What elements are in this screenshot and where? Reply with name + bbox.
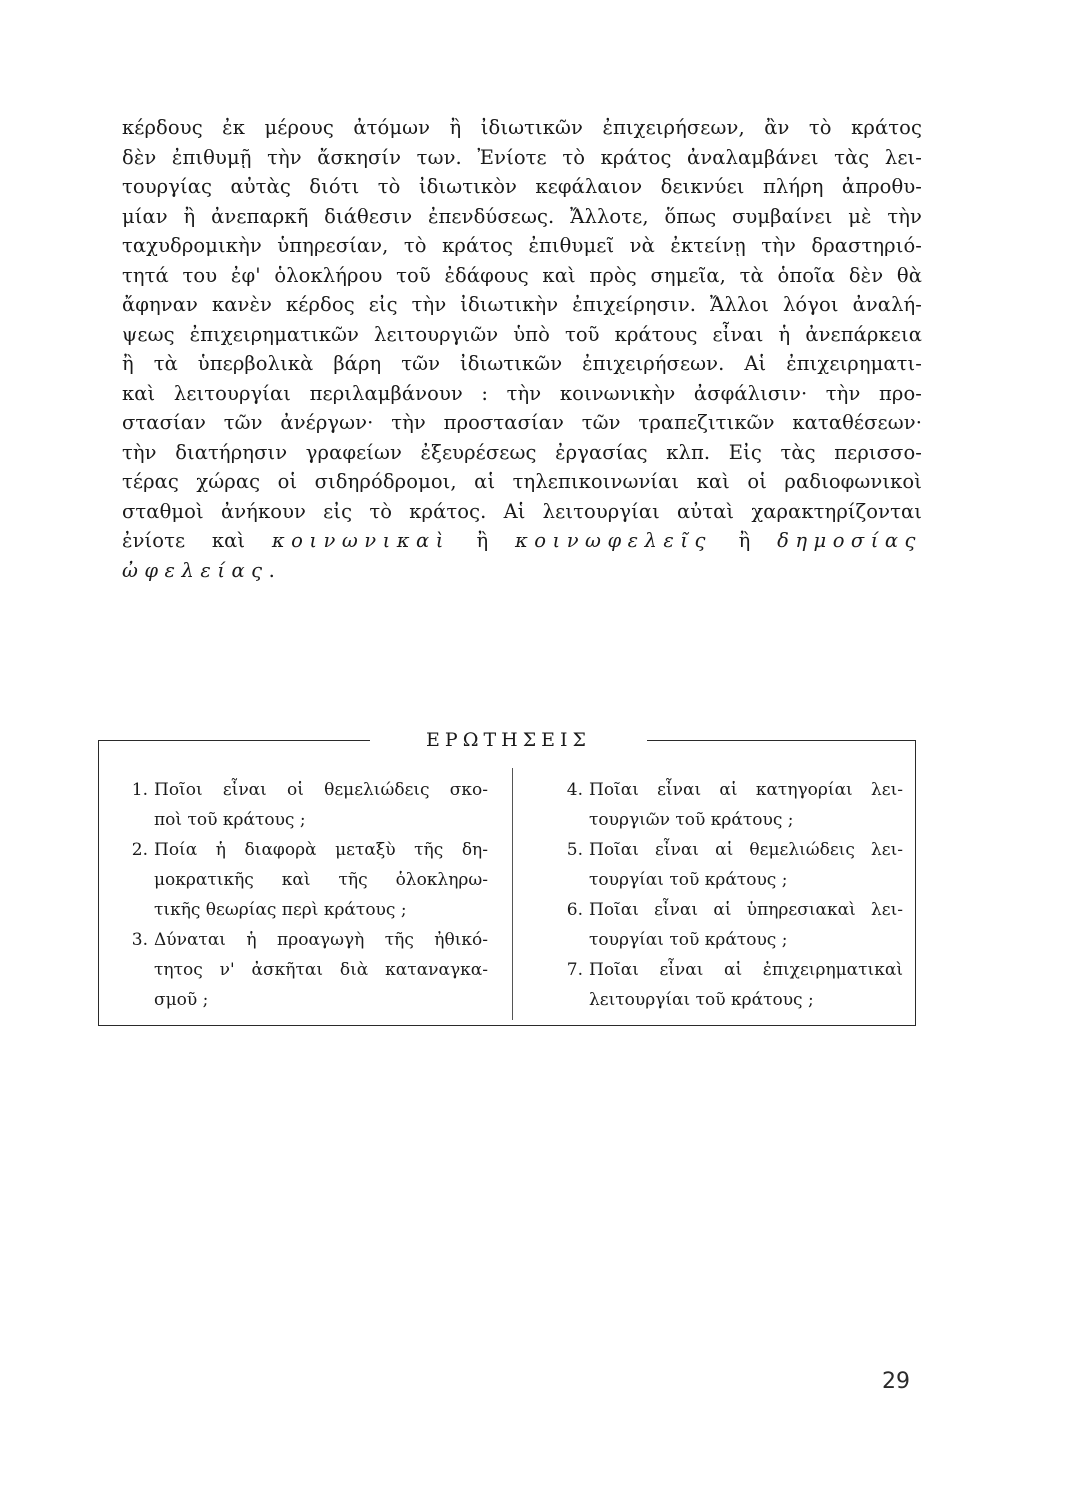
body-line: στασίαν τῶν ἀνέργων· τὴν προστασίαν τῶν τραπεζιτικῶν καταθέσεων· bbox=[122, 411, 922, 434]
column-divider bbox=[512, 768, 513, 1020]
question-line: τουργιῶν τοῦ κράτους ; bbox=[589, 810, 794, 830]
question-line: τικῆς θεωρίας περὶ κράτους ; bbox=[154, 900, 407, 920]
line-suffix: . bbox=[268, 558, 275, 582]
question-line: Ποῖαι εἶναι αἱ κατηγορίαι λει- bbox=[589, 780, 903, 800]
body-line: τουργίας αὐτὰς διότι τὸ ἰδιωτικὸν κεφάλαιον δεικνύει πλήρη ἀπροθυ- bbox=[122, 175, 922, 198]
body-line: τέρας χώρας οἱ σιδηρόδρομοι, αἱ τηλεπικοινωνίαι καὶ οἱ ραδιοφωνικοὶ bbox=[122, 470, 922, 493]
question-line: μοκρατικῆς καὶ τῆς ὁλοκληρω- bbox=[154, 870, 488, 890]
box-top-border-right bbox=[647, 740, 916, 741]
spaced-term: δημοσίας bbox=[777, 529, 922, 552]
question-number: 6. bbox=[566, 900, 583, 920]
spaced-term: κοινωφελεῖς bbox=[515, 529, 712, 552]
question-number: 1. bbox=[131, 780, 148, 800]
body-line: δὲν ἐπιθυμῇ τὴν ἄσκησίν των. Ἐνίοτε τὸ κράτος ἀναλαμβάνει τὰς λει- bbox=[122, 145, 922, 169]
body-line: ἢ τὰ ὑπερβολικὰ βάρη τῶν ἰδιωτικῶν ἐπιχειρήσεων. Αἱ ἐπιχειρηματι- bbox=[122, 352, 922, 375]
question-item bbox=[118, 835, 488, 925]
question-number: 2. bbox=[131, 840, 148, 860]
conjunction: ἢ bbox=[476, 529, 489, 552]
question-item bbox=[553, 835, 903, 895]
question-number: 3. bbox=[131, 930, 148, 950]
question-line: τουργίαι τοῦ κράτους ; bbox=[589, 930, 788, 950]
body-line: κέρδους ἐκ μέρους ἀτόμων ἢ ἰδιωτικῶν ἐπιχειρήσεων, ἂν τὸ κράτος bbox=[122, 116, 922, 139]
question-line: Δύναται ἡ προαγωγὴ τῆς ἠθικό- bbox=[154, 930, 488, 950]
questions-right-column bbox=[553, 775, 903, 1015]
question-item bbox=[553, 895, 903, 955]
question-item bbox=[118, 925, 488, 1015]
body-line: ψεως ἐπιχειρηματικῶν λειτουργιῶν ὑπὸ τοῦ κράτους εἶναι ἡ ἀνεπάρκεια bbox=[122, 322, 922, 346]
question-line: Ποῖαι εἶναι αἱ ἐπιχειρηματικαὶ bbox=[589, 960, 903, 980]
question-line: Ποία ἡ διαφορὰ μεταξὺ τῆς δη- bbox=[154, 840, 488, 860]
question-item bbox=[118, 775, 488, 835]
conjunction: ἢ bbox=[738, 529, 751, 552]
question-number: 7. bbox=[566, 960, 583, 980]
question-line: Ποῖαι εἶναι αἱ θεμελιώδεις λει- bbox=[589, 840, 903, 860]
body-line: μίαν ἢ ἀνεπαρκῆ διάθεσιν ἐπενδύσεως. Ἄλλοτε, ὅπως συμβαίνει μὲ τὴν bbox=[122, 204, 922, 228]
question-item bbox=[553, 955, 903, 1015]
page-number: 29 bbox=[882, 1369, 910, 1394]
body-line-final bbox=[122, 556, 922, 586]
body-line: ἄφηναν κανὲν κέρδος εἰς τὴν ἰδιωτικὴν ἐπιχείρησιν. Ἄλλοι λόγοι ἀναλή- bbox=[122, 293, 922, 316]
spaced-term: ὠφελείας bbox=[122, 558, 269, 582]
question-line: τουργίαι τοῦ κράτους ; bbox=[589, 870, 788, 890]
body-line: καὶ λειτουργίαι περιλαμβάνουν : τὴν κοινωνικὴν ἀσφάλισιν· τὴν προ- bbox=[122, 381, 922, 405]
body-line: τὴν διατήρησιν γραφείων ἐξευρέσεως ἐργασίας κλπ. Εἰς τὰς περισσο- bbox=[122, 440, 922, 464]
question-number: 4. bbox=[566, 780, 583, 800]
question-number: 5. bbox=[566, 840, 583, 860]
spaced-term: κοινωνικαὶ bbox=[271, 529, 450, 552]
body-paragraph bbox=[122, 113, 922, 585]
line-prefix: ἐνίοτε καὶ bbox=[122, 529, 246, 552]
questions-left-column bbox=[118, 775, 488, 1015]
body-line-spaced-terms bbox=[122, 526, 922, 556]
body-line: σταθμοὶ ἀνήκουν εἰς τὸ κράτος. Αἱ λειτουργίαι αὐταὶ χαρακτηρίζονται bbox=[122, 499, 922, 523]
questions-title: ΕΡΩΤΗΣΕΙΣ bbox=[370, 727, 647, 753]
question-line: Ποῖαι εἶναι αἱ ὑπηρεσιακαὶ λει- bbox=[589, 900, 903, 920]
question-line: ποὶ τοῦ κράτους ; bbox=[154, 810, 306, 830]
question-line: σμοῦ ; bbox=[154, 990, 209, 1010]
question-line: λειτουργίαι τοῦ κράτους ; bbox=[589, 990, 814, 1010]
box-top-border-left bbox=[98, 740, 370, 741]
question-item bbox=[553, 775, 903, 835]
question-line: τητος ν' ἀσκῆται διὰ καταναγκα- bbox=[154, 960, 488, 980]
body-line: ταχυδρομικὴν ὑπηρεσίαν, τὸ κράτος ἐπιθυμεῖ νὰ ἐκτείνῃ τὴν δραστηριό- bbox=[122, 234, 922, 257]
body-line: τητά του ἐφ' ὁλοκλήρου τοῦ ἐδάφους καὶ πρὸς σημεῖα, τὰ ὁποῖα δὲν θὰ bbox=[122, 263, 922, 287]
question-line: Ποῖοι εἶναι οἱ θεμελιώδεις σκο- bbox=[154, 780, 488, 800]
